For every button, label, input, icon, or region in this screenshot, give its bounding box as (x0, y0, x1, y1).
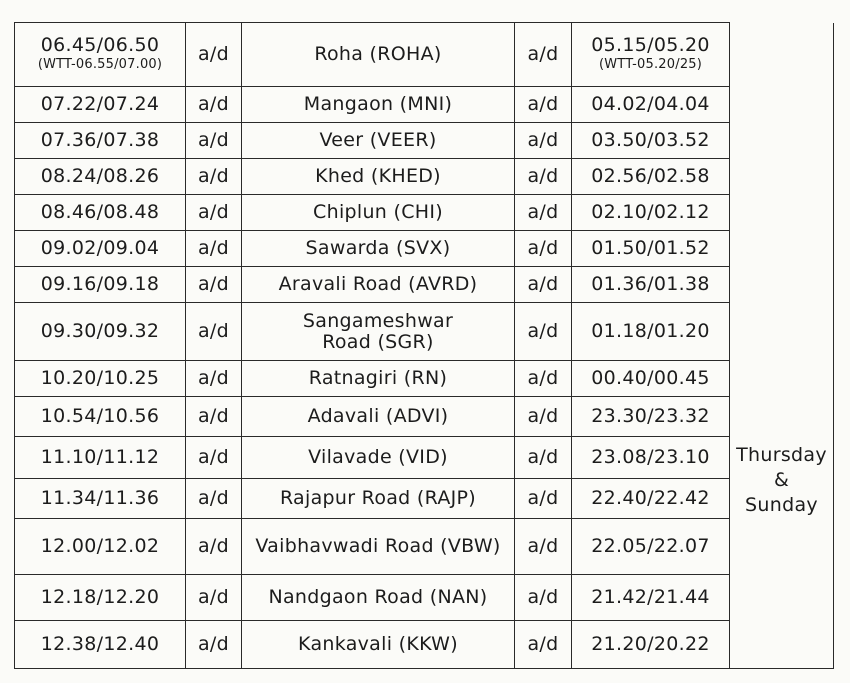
down-time: 01.50/01.52 (572, 231, 730, 267)
down-time: 03.50/03.52 (572, 123, 730, 159)
up-ad: a/d (186, 159, 242, 195)
down-ad: a/d (515, 123, 572, 159)
down-time: 21.42/21.44 (572, 575, 730, 621)
down-ad: a/d (515, 303, 572, 361)
station-name: Veer (VEER) (242, 123, 515, 159)
table-row (15, 575, 834, 621)
station-name: Aravali Road (AVRD) (242, 267, 515, 303)
up-time: 12.18/12.20 (15, 575, 186, 621)
days-note-line2: & (773, 468, 790, 491)
down-ad: a/d (515, 479, 572, 519)
up-time: 07.22/07.24 (15, 87, 186, 123)
up-ad: a/d (186, 267, 242, 303)
up-time: 08.46/08.48 (15, 195, 186, 231)
days-note-line3: Sunday (745, 493, 818, 516)
station-name: Mangaon (MNI) (242, 87, 515, 123)
table-row (15, 519, 834, 575)
table-row (15, 123, 834, 159)
station-name: Nandgaon Road (NAN) (242, 575, 515, 621)
station-name-cell (242, 303, 515, 361)
up-ad: a/d (186, 303, 242, 361)
up-time: 11.10/11.12 (15, 437, 186, 479)
up-time: 09.16/09.18 (15, 267, 186, 303)
down-ad: a/d (515, 159, 572, 195)
up-ad: a/d (186, 23, 242, 87)
up-time: 09.02/09.04 (15, 231, 186, 267)
station-name: Roha (ROHA) (242, 23, 515, 87)
station-name: Vaibhavwadi Road (VBW) (242, 519, 515, 575)
down-ad: a/d (515, 621, 572, 669)
down-time: 04.02/04.04 (572, 87, 730, 123)
up-ad: a/d (186, 575, 242, 621)
down-time: 05.15/05.20 (591, 33, 710, 56)
timetable (14, 22, 834, 669)
down-ad: a/d (515, 267, 572, 303)
down-ad: a/d (515, 575, 572, 621)
table-row (15, 267, 834, 303)
down-time: 23.08/23.10 (572, 437, 730, 479)
up-ad: a/d (186, 519, 242, 575)
up-ad: a/d (186, 621, 242, 669)
station-name: Ratnagiri (RN) (242, 361, 515, 397)
down-time: 01.18/01.20 (572, 303, 730, 361)
up-time: 07.36/07.38 (15, 123, 186, 159)
up-time-cell (15, 23, 186, 87)
station-name-line1: Sangameshwar (302, 309, 454, 332)
station-name: Adavali (ADVI) (242, 397, 515, 437)
up-time: 12.00/12.02 (15, 519, 186, 575)
table-row (15, 361, 834, 397)
up-ad: a/d (186, 87, 242, 123)
down-ad: a/d (515, 397, 572, 437)
station-name: Rajapur Road (RAJP) (242, 479, 515, 519)
down-time: 01.36/01.38 (572, 267, 730, 303)
up-ad: a/d (186, 195, 242, 231)
down-ad: a/d (515, 437, 572, 479)
station-name: Chiplun (CHI) (242, 195, 515, 231)
table-row (15, 23, 834, 87)
table-row (15, 437, 834, 479)
down-time: 02.56/02.58 (572, 159, 730, 195)
down-time: 00.40/00.45 (572, 361, 730, 397)
days-note-cell (730, 23, 834, 669)
down-ad: a/d (515, 361, 572, 397)
up-ad: a/d (186, 231, 242, 267)
down-ad: a/d (515, 87, 572, 123)
table-row (15, 397, 834, 437)
down-ad: a/d (515, 519, 572, 575)
down-time: 21.20/20.22 (572, 621, 730, 669)
table-row (15, 479, 834, 519)
down-wtt-time: (WTT-05.20/25) (598, 56, 703, 72)
down-ad: a/d (515, 195, 572, 231)
up-ad: a/d (186, 123, 242, 159)
station-name-line2: Road (SGR) (322, 330, 434, 353)
table-row (15, 303, 834, 361)
down-time: 22.05/22.07 (572, 519, 730, 575)
up-wtt-time: (WTT-06.55/07.00) (37, 56, 163, 72)
down-ad: a/d (515, 231, 572, 267)
up-ad: a/d (186, 361, 242, 397)
table-row (15, 231, 834, 267)
table-row (15, 159, 834, 195)
up-ad: a/d (186, 479, 242, 519)
up-time: 10.20/10.25 (15, 361, 186, 397)
up-ad: a/d (186, 397, 242, 437)
station-name: Kankavali (KKW) (242, 621, 515, 669)
table-row (15, 195, 834, 231)
up-time: 09.30/09.32 (15, 303, 186, 361)
down-ad: a/d (515, 23, 572, 87)
down-time: 22.40/22.42 (572, 479, 730, 519)
days-note-line1: Thursday (736, 443, 827, 466)
up-ad: a/d (186, 437, 242, 479)
station-name: Khed (KHED) (242, 159, 515, 195)
up-time: 10.54/10.56 (15, 397, 186, 437)
down-time-cell (572, 23, 730, 87)
table-row (15, 621, 834, 669)
up-time: 08.24/08.26 (15, 159, 186, 195)
down-time: 02.10/02.12 (572, 195, 730, 231)
up-time: 06.45/06.50 (40, 33, 160, 56)
up-time: 11.34/11.36 (15, 479, 186, 519)
up-time: 12.38/12.40 (15, 621, 186, 669)
down-time: 23.30/23.32 (572, 397, 730, 437)
station-name: Vilavade (VID) (242, 437, 515, 479)
table-row (15, 87, 834, 123)
station-name: Sawarda (SVX) (242, 231, 515, 267)
